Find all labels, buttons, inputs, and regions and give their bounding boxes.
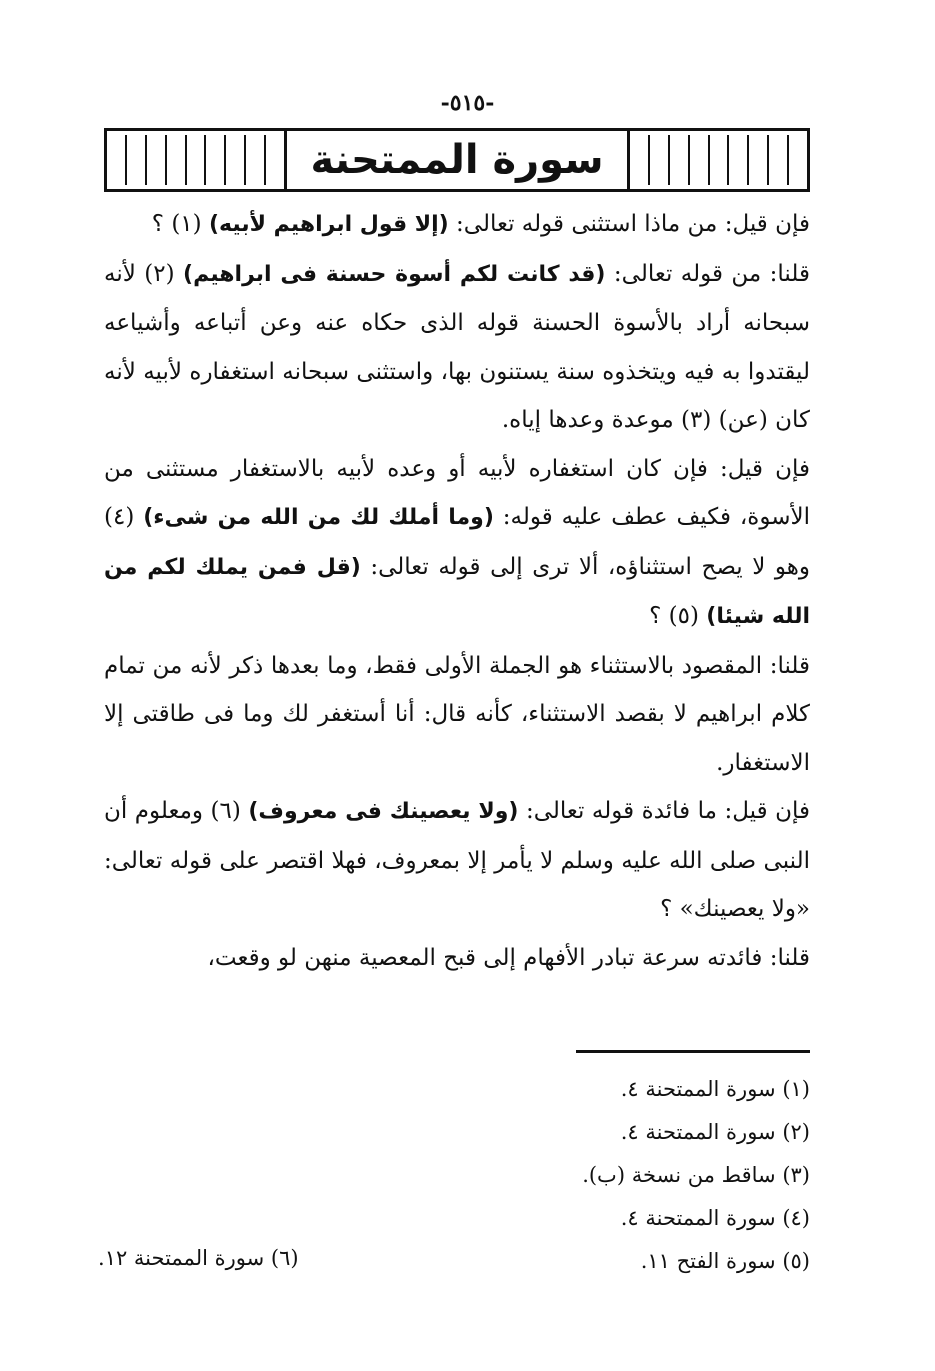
paragraph-text: (٥) ؟ — [649, 603, 707, 629]
paragraph-text: قلنا: من قوله تعالى: — [605, 260, 810, 287]
quran-quote: (ولا يعصينك فى معروف) — [248, 799, 519, 824]
paragraph-text: قلنا: المقصود بالاستثناء هو الجملة الأولى فقط، وما بعدها ذكر لأنه من تمام كلام ابراهيم لا بقصد الاستثناء، كأنه قال: أنا أستغفر لك وما فى طاقتى إلا الاستغفار. — [104, 652, 810, 776]
paragraph — [104, 642, 810, 788]
footnote-divider — [576, 1050, 810, 1053]
paragraph-text: فإن قيل: فإن كان استغفاره لأبيه أو وعده لأبيه بالاستغفار مستثنى من الأسوة، فكيف عطف عليه قوله: — [104, 455, 810, 530]
title-frame-stripes-right — [630, 131, 807, 189]
footnote-6: (٦) سورة الممتحنة ١٢. — [98, 1246, 299, 1270]
paragraph-text: (٤) وهو لا يصح استثناؤه، ألا ترى إلى قوله تعالى: — [104, 504, 810, 580]
quran-quote: (قد كانت لكم أسوة حسنة فى ابراهيم) — [183, 261, 606, 287]
footnote-4: (٤) سورة الممتحنة ٤. — [620, 1206, 810, 1230]
paragraph-text: (١) ؟ — [151, 211, 209, 237]
paragraph-text: فإن قيل: ما فائدة قوله تعالى: — [518, 798, 810, 824]
footnote-2: (٢) سورة الممتحنة ٤. — [620, 1120, 810, 1144]
page-number: -٥١٥- — [440, 90, 495, 116]
title-frame-stripes-left — [107, 131, 284, 189]
paragraph — [104, 200, 810, 250]
paragraph — [104, 787, 810, 934]
footnote-1: (١) سورة الممتحنة ٤. — [620, 1077, 810, 1101]
paragraph-text: (٦) ومعلوم أن النبى صلى الله عليه وسلم لا يأمر إلا بمعروف، فهلا اقتصر على قوله تعالى: «ولا يعصينك» ؟ — [104, 798, 810, 922]
footnote-3: (٣) ساقط من نسخة (ب). — [582, 1163, 810, 1187]
body-text — [104, 200, 810, 982]
quran-quote: (وما أملك لك من الله من شىء) — [143, 505, 494, 530]
paragraph — [104, 934, 810, 983]
footnote-5: (٥) سورة الفتح ١١. — [640, 1249, 810, 1273]
quran-quote: (إلا قول ابراهيم لأبيه) — [208, 212, 449, 237]
surah-title: سورة الممتحنة — [284, 131, 630, 189]
paragraph-text: قلنا: فائدته سرعة تبادر الأفهام إلى قبح المعصية منهن لو وقعت، — [207, 944, 810, 971]
paragraph — [104, 250, 810, 445]
paragraph-text: (٢) لأنه سبحانه أراد بالأسوة الحسنة قوله الذى حكاه عنه وعن أتباعه وأشياعه ليقتدوا به فيه ويتخذوه سنة يستنون بها، واستثنى سبحانه استغفاره لأبيه لأنه كان (عن) (٣) موعدة وعدها إياه. — [104, 260, 810, 433]
quran-quote: (قل فمن يملك لكم من الله شيئا) — [104, 554, 810, 629]
paragraph — [104, 445, 810, 642]
paragraph-text: فإن قيل: من ماذا استثنى قوله تعالى: — [448, 211, 810, 237]
surah-title-frame — [104, 128, 810, 192]
